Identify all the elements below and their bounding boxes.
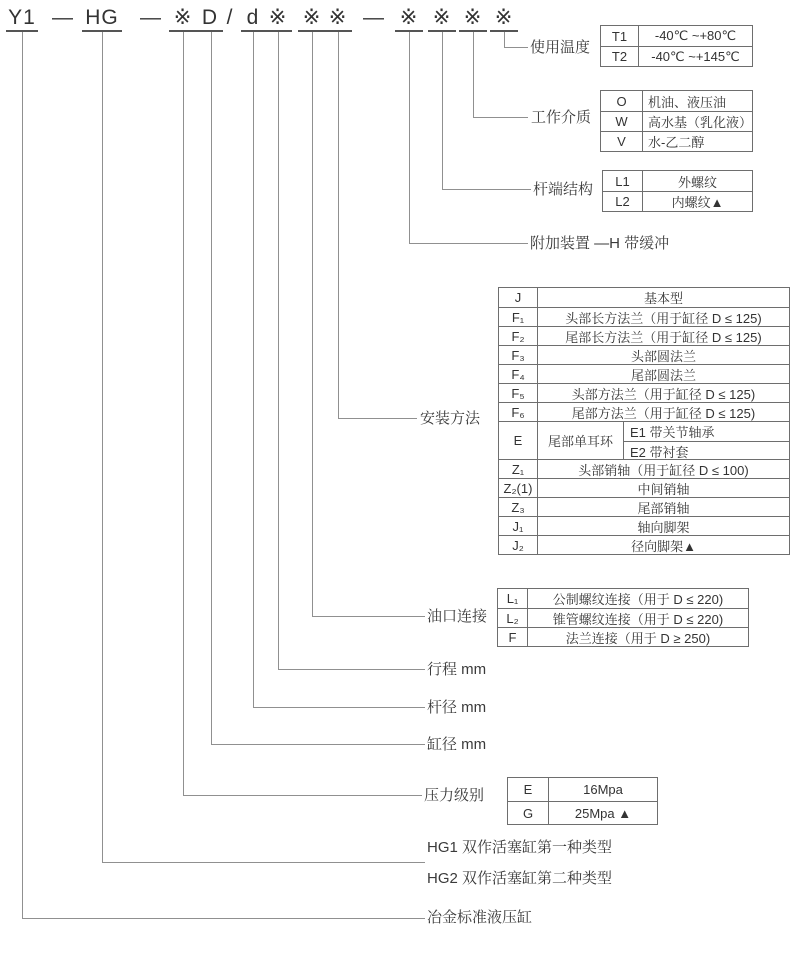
- table-subcell: E1 带关节轴承: [630, 425, 715, 440]
- table-cell-desc: 水-乙二醇: [648, 135, 705, 150]
- connector-temperature-h: [504, 47, 528, 48]
- table-cell-code: F₂: [499, 327, 538, 345]
- table-cell-code: E: [499, 422, 538, 459]
- table-row: [601, 91, 752, 111]
- pressure-table: [507, 777, 658, 825]
- connector-rod-dia-h: [253, 707, 425, 708]
- code-dash: —: [363, 6, 385, 29]
- table-row: [499, 478, 789, 497]
- table-cell-desc: 径向脚架▲: [631, 538, 696, 554]
- table-row: [498, 608, 748, 627]
- connector-rod-dia-v: [253, 32, 254, 707]
- table-cell-desc: 头部圆法兰: [630, 348, 696, 364]
- table-cell-code: F₄: [499, 365, 538, 383]
- table-cell-code: T2: [601, 47, 639, 66]
- connector-bore-v: [211, 32, 212, 744]
- table-cell-code: F₁: [499, 308, 538, 326]
- table-row: [603, 171, 752, 191]
- table-cell-desc: 高水基（乳化液）: [648, 115, 752, 130]
- table-row: [498, 589, 748, 608]
- table-cell-code: T1: [601, 26, 639, 46]
- connector-type-v: [102, 32, 103, 862]
- connector-type-h: [102, 862, 425, 863]
- connector-rod-end-h: [442, 189, 531, 190]
- table-cell-code: L1: [603, 171, 643, 191]
- label-additional-device: 附加装置 —H 带缓冲: [530, 235, 670, 252]
- table-cell-code: L₁: [498, 589, 528, 608]
- table-row: [499, 345, 789, 364]
- label-medium: 工作介质: [531, 109, 592, 126]
- label-bore: 缸径 mm: [427, 736, 487, 753]
- table-cell-code: J₂: [499, 536, 538, 554]
- code-dash: —: [140, 6, 162, 29]
- label-type1: HG1 双作活塞缸第一种类型: [427, 839, 613, 856]
- code-slash: /: [226, 6, 234, 29]
- label-rod-end: 杆端结构: [533, 181, 594, 198]
- table-cell-desc: 16Mpa: [583, 782, 623, 797]
- code-segment-y1: Y1: [6, 6, 38, 32]
- code-segment-additional: ※: [395, 6, 423, 32]
- table-row: [508, 778, 657, 801]
- connector-pressure-v: [183, 32, 184, 795]
- connector-additional-v: [409, 32, 410, 243]
- connector-medium-h: [473, 117, 528, 118]
- table-cell-code: F₆: [499, 403, 538, 421]
- table-cell-desc: 基本型: [643, 291, 683, 306]
- table-cell-desc: -40℃ ~+80℃: [654, 28, 737, 43]
- table-cell-desc: 尾部长方法兰（用于缸径 D ≤ 125): [565, 329, 762, 345]
- table-row: [601, 46, 752, 66]
- table-cell-code: L2: [603, 192, 643, 211]
- code-segment-temperature: ※: [490, 6, 518, 32]
- table-cell-code: F₅: [499, 384, 538, 402]
- table-cell-desc: 内螺纹▲: [671, 195, 724, 210]
- table-cell-desc: 轴向脚架: [637, 519, 690, 535]
- connector-medium-v: [473, 32, 474, 117]
- code-segment-rod-dia: d: [241, 6, 265, 32]
- connector-additional-h: [409, 243, 528, 244]
- table-cell-desc: 头部销轴（用于缸径 D ≤ 100): [578, 462, 749, 478]
- oil-port-table: [497, 588, 749, 647]
- table-cell-desc: 法兰连接（用于 D ≥ 250): [565, 630, 711, 646]
- table-row: [499, 326, 789, 345]
- connector-standard-h: [22, 918, 425, 919]
- table-row: [499, 288, 789, 307]
- code-segment-pressure: ※: [169, 6, 197, 32]
- table-cell-desc: 尾部圆法兰: [630, 367, 696, 383]
- temperature-table: [600, 25, 753, 67]
- table-row: [498, 627, 748, 646]
- table-subcell-group: [624, 422, 789, 459]
- table-row: [499, 307, 789, 326]
- table-cell-desc: -40℃ ~+145℃: [651, 48, 740, 64]
- table-cell-code: Z₁: [499, 460, 538, 478]
- label-standard: 冶金标准液压缸: [427, 909, 533, 926]
- table-cell-desc: 头部长方法兰（用于缸径 D ≤ 125): [565, 310, 762, 326]
- code-segment-hg: HG: [82, 6, 122, 32]
- table-row: [601, 131, 752, 151]
- connector-mounting-h: [338, 418, 417, 419]
- code-segment-rod-end: ※: [428, 6, 456, 32]
- connector-oil-port-v: [312, 32, 313, 616]
- code-segment-bore: D: [197, 6, 223, 32]
- table-row: [499, 383, 789, 402]
- table-row: [499, 459, 789, 478]
- label-oil-port: 油口连接: [427, 608, 488, 625]
- connector-temperature-v: [504, 32, 505, 47]
- table-cell-code: Z₃: [499, 498, 538, 516]
- table-row: [601, 26, 752, 46]
- table-row: [603, 191, 752, 211]
- connector-bore-h: [211, 744, 425, 745]
- table-cell-desc: 头部方法兰（用于缸径 D ≤ 125): [571, 386, 756, 402]
- label-mounting: 安装方法: [420, 410, 481, 427]
- code-segment-mounting: ※: [324, 6, 352, 32]
- table-cell-code: W: [601, 112, 643, 131]
- table-cell-code: E: [508, 778, 549, 801]
- table-cell-code: L₂: [498, 609, 528, 627]
- rod-end-table: [602, 170, 753, 212]
- table-row: [508, 801, 657, 824]
- table-cell-desc: 尾部单耳环: [538, 422, 624, 459]
- connector-stroke-v: [278, 32, 279, 669]
- table-cell-code: J₁: [499, 517, 538, 535]
- table-cell-desc: 锥管螺纹连接（用于 D ≤ 220): [552, 611, 724, 627]
- medium-table: [600, 90, 753, 152]
- connector-standard-v: [22, 32, 23, 918]
- table-cell-code: O: [601, 91, 643, 111]
- table-row: [499, 402, 789, 421]
- table-cell-desc: 公制螺纹连接（用于 D ≤ 220): [552, 592, 724, 607]
- table-cell-code: F₃: [499, 346, 538, 364]
- connector-stroke-h: [278, 669, 425, 670]
- table-cell-code: G: [508, 802, 549, 824]
- table-cell-desc: 尾部方法兰（用于缸径 D ≤ 125): [571, 405, 756, 421]
- connector-oil-port-h: [312, 616, 425, 617]
- code-segment-stroke: ※: [264, 6, 292, 32]
- connector-pressure-h: [183, 795, 422, 796]
- table-cell-desc: 机油、液压油: [648, 94, 727, 110]
- label-stroke: 行程 mm: [427, 661, 487, 678]
- connector-mounting-v: [338, 32, 339, 418]
- label-temperature: 使用温度: [530, 39, 591, 56]
- table-cell-code: Z₂(1): [499, 479, 538, 497]
- connector-rod-end-v: [442, 32, 443, 189]
- table-cell-desc: 中间销轴: [637, 481, 690, 497]
- table-row-eye-ring: [499, 421, 789, 459]
- label-pressure: 压力级别: [424, 787, 485, 804]
- table-row: [499, 497, 789, 516]
- table-cell-desc: 外螺纹: [677, 174, 717, 190]
- table-cell-code: V: [601, 132, 643, 151]
- code-segment-medium: ※: [459, 6, 487, 32]
- table-row: [499, 364, 789, 383]
- mounting-table: [498, 287, 790, 555]
- table-subcell: E2 带衬套: [624, 441, 789, 461]
- table-cell-code: J: [499, 288, 538, 307]
- table-cell-code: F: [498, 628, 528, 646]
- code-dash: —: [52, 6, 74, 29]
- table-cell-desc: 尾部销轴: [637, 500, 690, 516]
- label-rod-dia: 杆径 mm: [427, 699, 487, 716]
- label-type2: HG2 双作活塞缸第二种类型: [427, 870, 613, 887]
- table-cell-desc: 25Mpa ▲: [574, 805, 632, 821]
- table-row: [499, 516, 789, 535]
- table-row: [601, 111, 752, 131]
- code-segment-oil-port: ※: [298, 6, 326, 32]
- table-row: [499, 535, 789, 554]
